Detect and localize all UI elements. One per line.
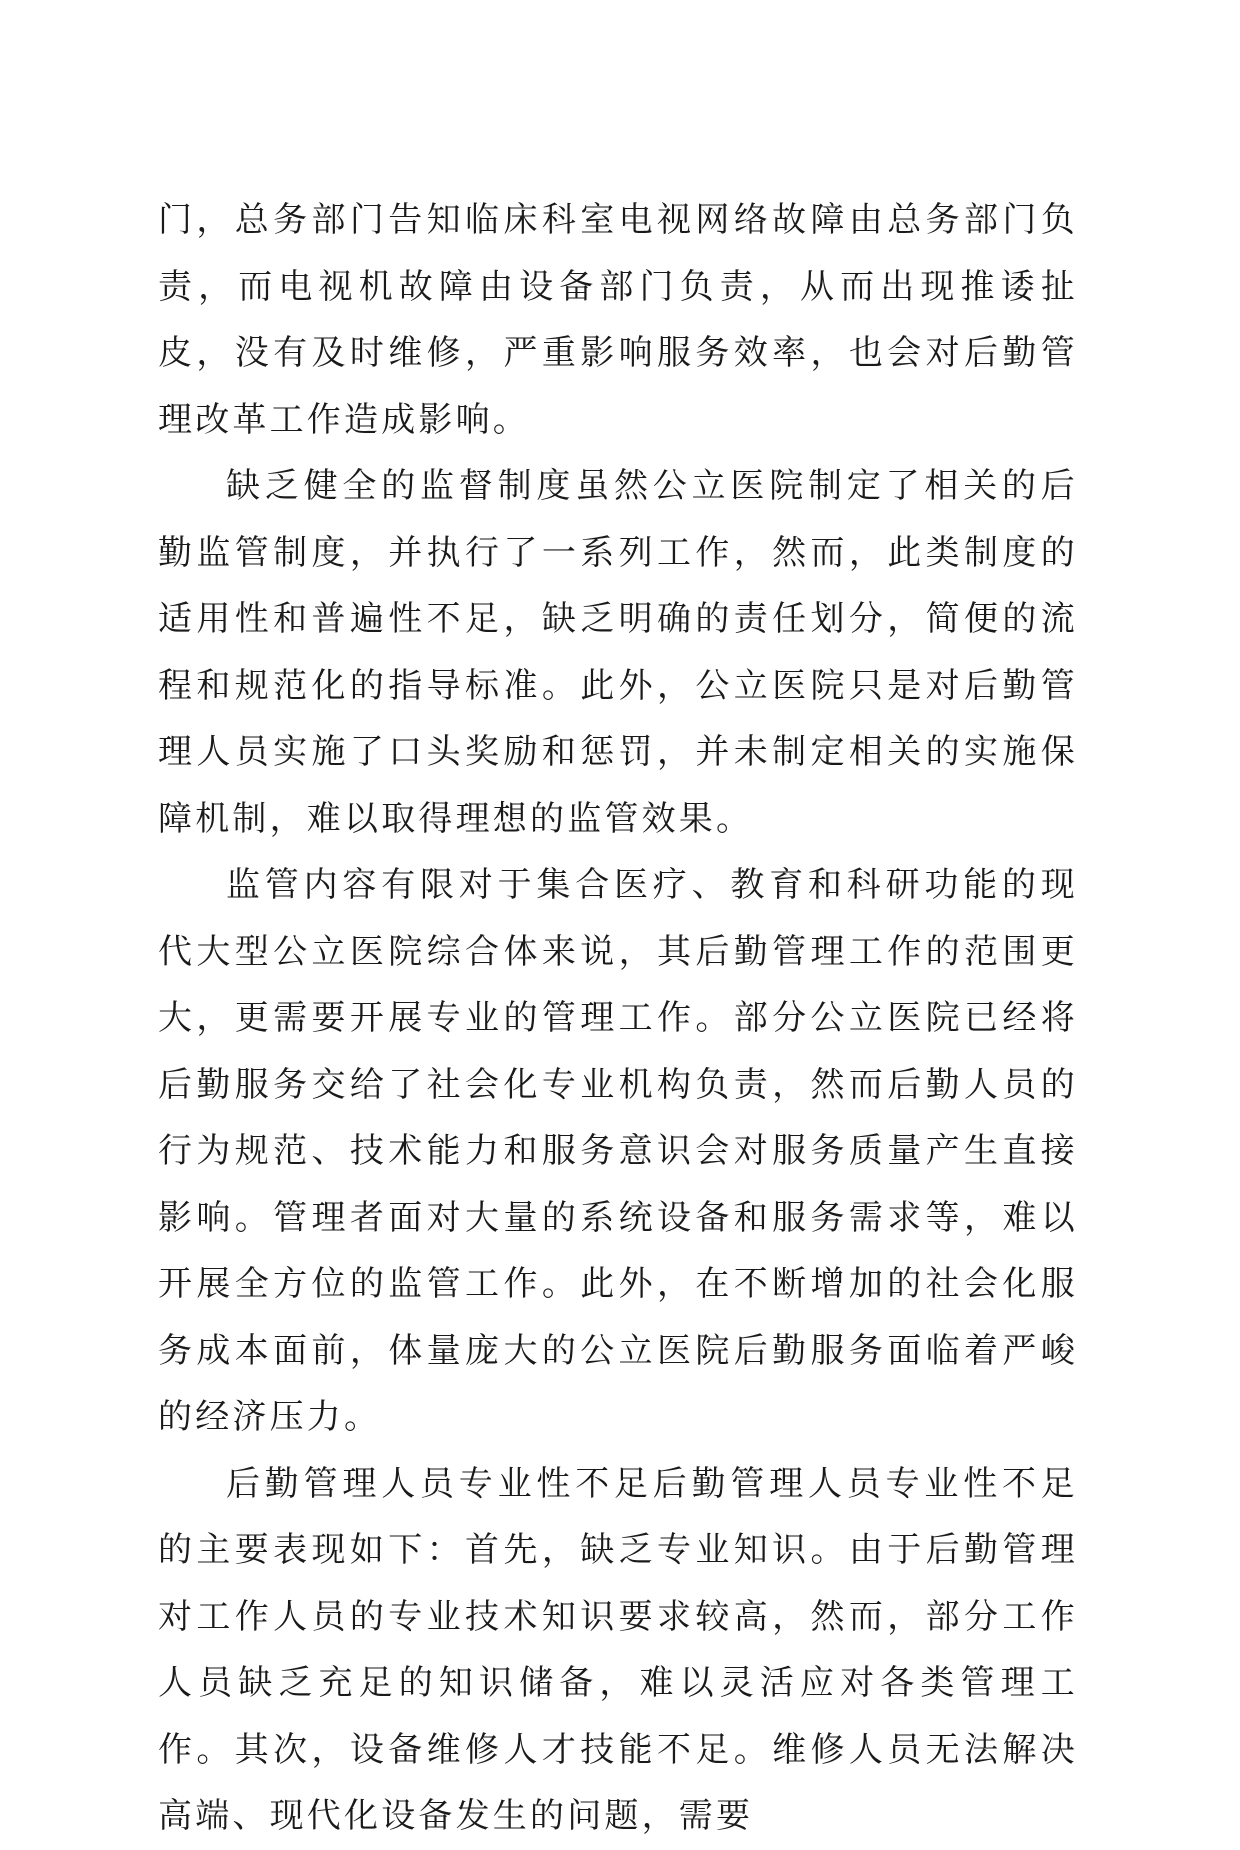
paragraph-supervision-system: 缺乏健全的监督制度虽然公立医院制定了相关的后勤监管制度，并执行了一系列工作，然而，此类制度的适用性和普遍性不足，缺乏明确的责任划分，简便的流程和规范化的指导标准。此外，公立医院只是对后勤管理人员实施了口头奖励和惩罚，并未制定相关的实施保障机制，难以取得理想的监管效果。	[158, 466, 1078, 839]
paragraph-continuation: 门，总务部门告知临床科室电视网络故障由总务部门负责，而电视机故障由设备部门负责，从而出现推诿扯皮，没有及时维修，严重影响服务效率，也会对后勤管理改革工作造成影响。	[158, 200, 1078, 440]
paragraph-staff-professionalism: 后勤管理人员专业性不足后勤管理人员专业性不足的主要表现如下：首先，缺乏专业知识。由于后勤管理对工作人员的专业技术知识要求较高，然而，部分工作人员缺乏充足的知识储备，难以灵活应对各类管理工作。其次，设备维修人才技能不足。维修人员无法解决高端、现代化设备发生的问题，需要	[158, 1463, 1078, 1836]
paragraph-supervision-content: 监管内容有限对于集合医疗、教育和科研功能的现代大型公立医院综合体来说，其后勤管理工作的范围更大，更需要开展专业的管理工作。部分公立医院已经将后勤服务交给了社会化专业机构负责，然而后勤人员的行为规范、技术能力和服务意识会对服务质量产生直接影响。管理者面对大量的系统设备和服务需求等，难以开展全方位的监管工作。此外，在不断增加的社会化服务成本面前，体量庞大的公立医院后勤服务面临着严峻的经济压力。	[158, 865, 1078, 1437]
body-text	[158, 187, 1078, 1850]
